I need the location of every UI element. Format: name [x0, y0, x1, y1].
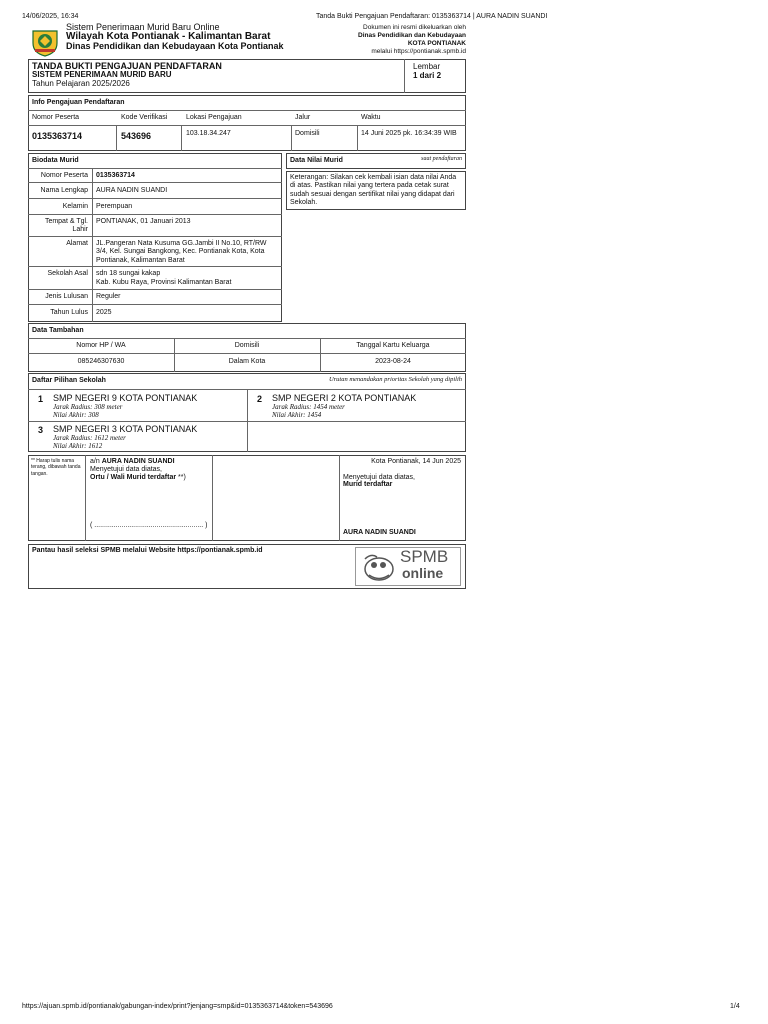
pilihan-no-3: 3: [38, 425, 44, 435]
pilihan-name-1: SMP NEGERI 9 KOTA PONTIANAK: [53, 393, 198, 403]
bio-label-nama: Nama Lengkap: [40, 187, 88, 194]
print-tab-title: Tanda Bukti Pengajuan Pendaftaran: 0135363714 | AURA NADIN SUANDI: [316, 13, 548, 20]
spmb-logo-word1: SPMB: [400, 547, 449, 566]
nilai-keterangan: Keterangan: Silakan cek kembali isian data nilai Anda di atas. Pastikan nilai yang tertera pada cetak surat sudah sesuai dengan sertifikat nilai yang didapat dari Sekolah.: [290, 174, 457, 207]
doc-title: TANDA BUKTI PENGAJUAN PENDAFTARAN: [32, 61, 222, 71]
bio-label-ttl: Tempat & Tgl. Lahir: [44, 218, 88, 234]
signature-ortu-mark: **): [178, 474, 186, 481]
info-header-kode: Kode Verifikasi: [121, 114, 168, 121]
footer-pantau: Pantau hasil seleksi SPMB melalui Website https://pontianak.spmb.id: [32, 547, 263, 554]
tambahan-value-tkk: 2023-08-24: [375, 358, 411, 365]
pilihan-heading: Daftar Pilihan Sekolah: [32, 377, 106, 384]
info-nomor-value: 0135363714: [32, 131, 83, 141]
header-right1: Dokumen ini resmi dikeluarkan oleh: [363, 24, 466, 31]
info-heading: Info Pengajuan Pendaftaran: [32, 99, 125, 106]
signature-place-date: Kota Pontianak, 14 Jun 2025: [371, 458, 461, 465]
print-url: https://ajuan.spmb.id/pontianak/gabungan-index/print?jenjang=smp&id=0135363714&token=543696: [22, 1003, 333, 1010]
spmb-mascot-icon: [361, 551, 397, 583]
bio-label-tahun: Tahun Lulus: [50, 309, 88, 316]
signature-an-label: a/n: [90, 458, 100, 465]
tambahan-value-domisili: Dalam Kota: [228, 358, 266, 365]
signature-an-name: AURA NADIN SUANDI: [101, 458, 175, 465]
bio-value-nomor: 0135363714: [96, 172, 135, 179]
info-header-waktu: Waktu: [361, 114, 381, 121]
bio-value-nama: AURA NADIN SUANDI: [96, 187, 168, 194]
header-line3: Dinas Pendidikan dan Kebudayaan Kota Pontianak: [66, 41, 284, 51]
header-line2: Wilayah Kota Pontianak - Kalimantan Barat: [66, 31, 271, 42]
bio-value-sekolah: sdn 18 sungai kakap: [96, 270, 161, 277]
bio-label-nomor: Nomor Peserta: [40, 172, 88, 179]
pilihan-no-1: 1: [38, 394, 44, 404]
pilihan-nilai-3: Nilai Akhir: 1612: [53, 442, 103, 450]
info-jalur-value: Domisili: [295, 130, 320, 137]
pilihan-nilai-2: Nilai Akhir: 1454: [272, 411, 322, 419]
bio-label-lulusan: Jenis Lulusan: [45, 293, 88, 300]
signature-agree2: Menyetujui data diatas,: [343, 474, 415, 481]
doc-subtitle: SISTEM PENERIMAAN MURID BARU: [32, 70, 172, 79]
signature-murid-name: AURA NADIN SUANDI: [343, 529, 416, 536]
info-header-jalur: Jalur: [295, 114, 311, 121]
signature-blank-line: ( ........................................................ ): [90, 522, 208, 529]
pilihan-radius-2: Jarak Radius: 1454 meter: [272, 403, 345, 411]
bio-label-sekolah: Sekolah Asal: [47, 270, 88, 277]
pilihan-note: Urutan menandakan prioritas Sekolah yang dipilih: [328, 376, 462, 383]
info-lokasi-value: 103.18.34.247: [186, 130, 231, 137]
info-header-nomor: Nomor Peserta: [32, 114, 80, 121]
tambahan-header-domisili: Domisili: [234, 342, 260, 349]
spmb-logo-word2: online: [402, 565, 444, 581]
info-waktu-value: 14 Juni 2025 pk. 16:34:39 WIB: [361, 130, 457, 137]
header-right2: Dinas Pendidikan dan Kebudayaan: [358, 32, 466, 40]
bio-value-ttl: PONTIANAK, 01 Januari 2013: [96, 218, 191, 225]
info-kode-value: 543696: [121, 131, 152, 141]
tambahan-heading: Data Tambahan: [32, 327, 84, 334]
bio-value-sekolah-lokasi: Kab. Kubu Raya, Provinsi Kalimantan Barat: [96, 279, 232, 286]
signature-murid: Murid terdaftar: [343, 481, 393, 488]
signature-agree: Menyetujui data diatas,: [90, 466, 162, 473]
biodata-heading: Biodata Murid: [32, 157, 79, 164]
tambahan-header-tkk: Tanggal Kartu Keluarga: [356, 342, 430, 349]
tambahan-header-hp: Nomor HP / WA: [76, 342, 126, 349]
bio-label-kelamin: Kelamin: [62, 203, 88, 210]
sheet-value: 1 dari 2: [413, 71, 442, 80]
print-datetime: 14/06/2025, 16:34: [22, 13, 79, 20]
pilihan-no-2: 2: [257, 394, 263, 404]
nilai-note: saat pendaftaran: [421, 156, 462, 162]
header-right4: melalui https://pontianak.spmb.id: [371, 48, 466, 56]
header-line1: Sistem Penerimaan Murid Baru Online: [66, 22, 220, 32]
pontianak-emblem-icon: [30, 27, 60, 57]
nilai-heading: Data Nilai Murid: [290, 157, 343, 164]
tambahan-value-hp: 085246307630: [77, 358, 125, 365]
bio-value-kelamin: Perempuan: [96, 203, 133, 210]
signature-note: ** Harap tulis nama terang, dibawah tanda tangan.: [31, 458, 81, 477]
pilihan-radius-3: Jarak Radius: 1612 meter: [53, 434, 126, 442]
doc-year: Tahun Pelajaran 2025/2026: [32, 79, 130, 88]
bio-value-alamat: JL.Pangeran Nata Kusuma GG.Jambi II No.10, RT/RW 3/4, Kel. Sungai Bangkong, Kec. Pontianak Kota, Kota Pontianak, Kalimantan Barat: [96, 240, 267, 264]
bio-label-alamat: Alamat: [66, 240, 88, 247]
signature-ortu: [90, 474, 186, 482]
pilihan-name-3: SMP NEGERI 3 KOTA PONTIANAK: [53, 424, 198, 434]
bio-value-lulusan: Reguler: [96, 293, 121, 300]
pilihan-nilai-1: Nilai Akhir: 308: [53, 411, 99, 419]
bio-value-tahun: 2025: [96, 309, 112, 316]
info-header-lokasi: Lokasi Pengajuan: [186, 114, 242, 121]
sheet-label: Lembar: [413, 62, 441, 71]
pilihan-radius-1: Jarak Radius: 308 meter: [53, 403, 123, 411]
signature-ortu-label: Ortu / Wali Murid terdaftar: [90, 474, 177, 481]
header-right3: KOTA PONTIANAK: [407, 40, 466, 48]
pilihan-name-2: SMP NEGERI 2 KOTA PONTIANAK: [272, 393, 417, 403]
print-page-count: 1/4: [730, 1003, 740, 1010]
